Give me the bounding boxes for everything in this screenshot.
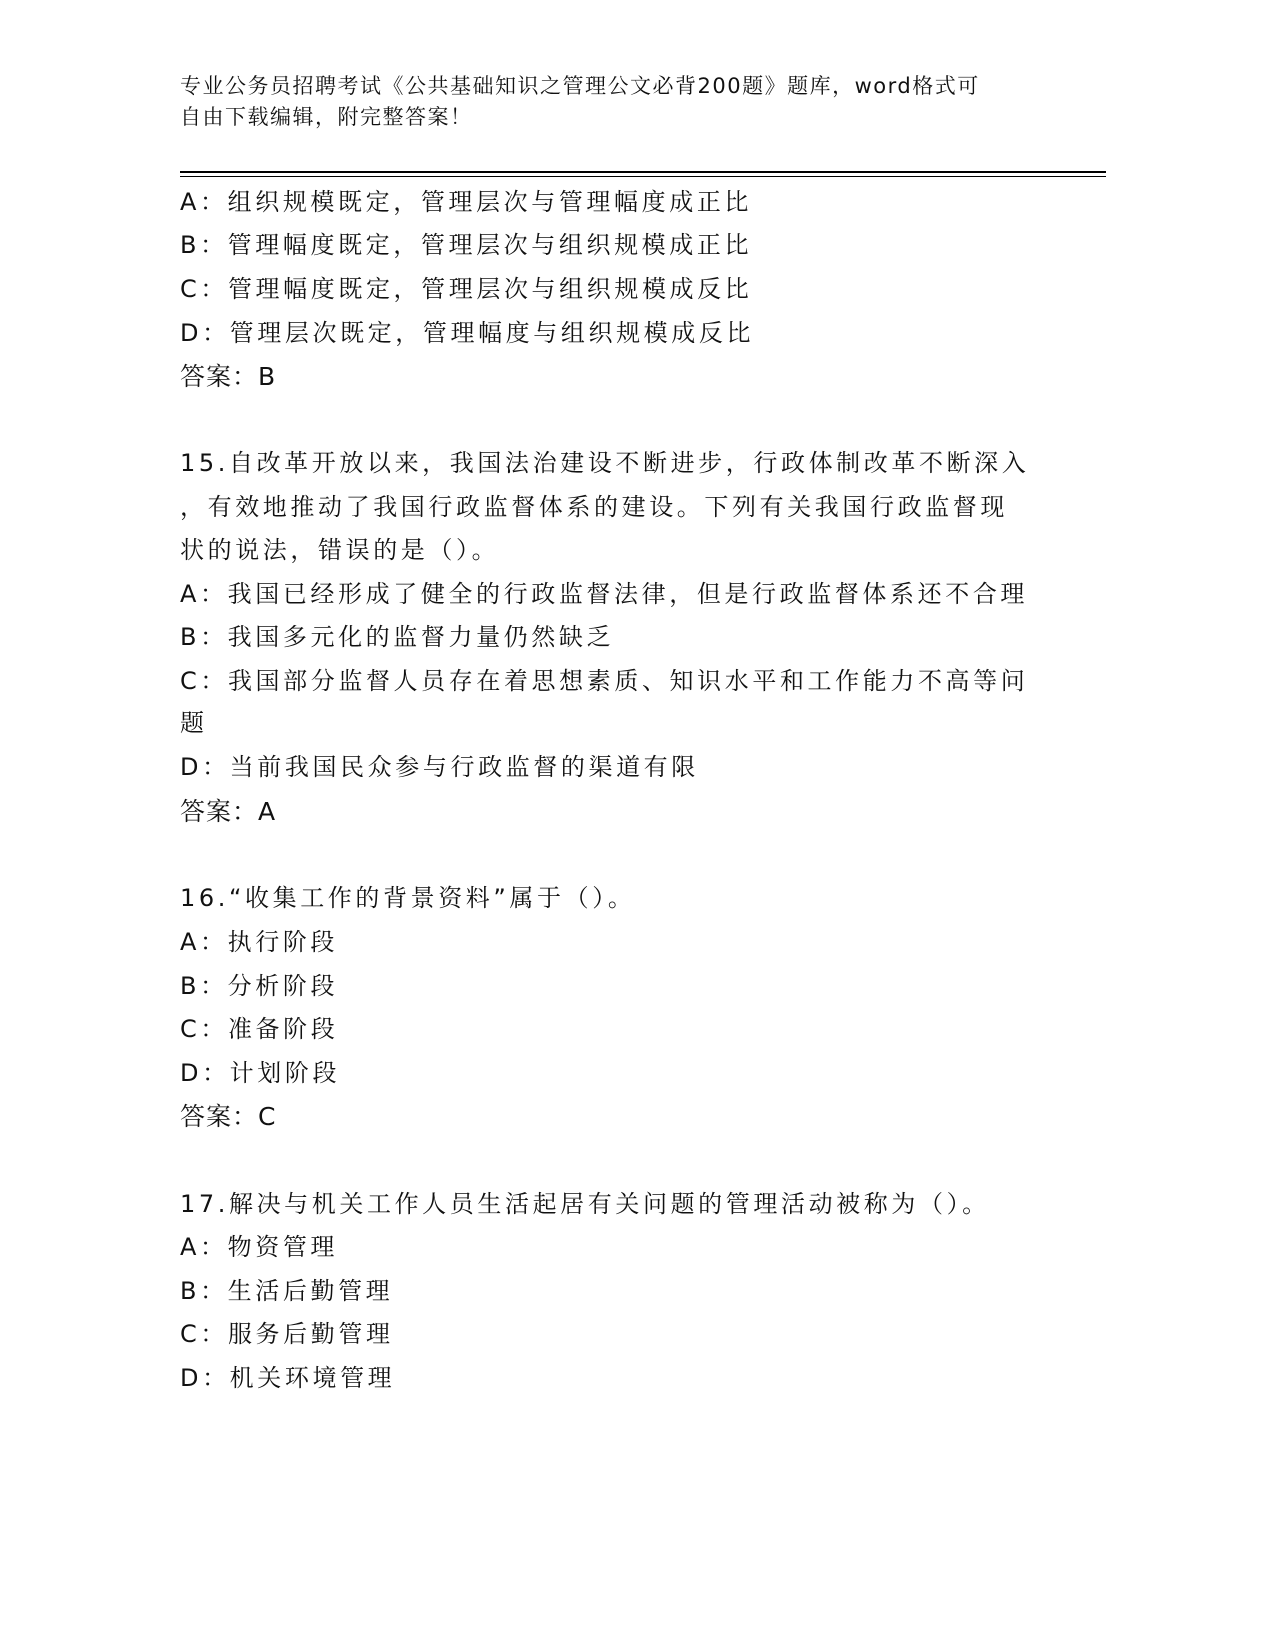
q17-option-d: D：机关环境管理 xyxy=(180,1364,396,1392)
q16-option-a: A：执行阶段 xyxy=(180,928,339,956)
q17-option-b: B：生活后勤管理 xyxy=(180,1277,394,1305)
q16-option-b: B：分析阶段 xyxy=(180,972,339,1000)
q15-stem-line-1: 15.自改革开放以来，我国法治建设不断进步，行政体制改革不断深入 xyxy=(180,449,1030,477)
q16-answer: 答案：C xyxy=(180,1102,277,1131)
q15-option-a: A：我国已经形成了健全的行政监督法律，但是行政监督体系还不合理 xyxy=(180,580,1029,608)
q16-stem: 16.“收集工作的背景资料”属于（）。 xyxy=(180,884,636,912)
q15-answer: 答案：A xyxy=(180,797,277,826)
q15-stem-line-3: 状的说法，错误的是（）。 xyxy=(180,536,500,564)
header-divider-thick xyxy=(180,171,1106,173)
q16-option-d: D：计划阶段 xyxy=(180,1059,341,1087)
q17-option-c: C：服务后勤管理 xyxy=(180,1320,394,1348)
q15-option-c: C：我国部分监督人员存在着思想素质、知识水平和工作能力不高等问 xyxy=(180,667,1029,695)
q15-option-b: B：我国多元化的监督力量仍然缺乏 xyxy=(180,623,615,651)
document-title-line-2: 自由下载编辑，附完整答案！ xyxy=(180,105,473,129)
q15-option-c-cont: 题 xyxy=(180,709,208,737)
q14-option-d: D：管理层次既定，管理幅度与组织规模成反比 xyxy=(180,319,755,347)
q14-option-a: A：组织规模既定，管理层次与管理幅度成正比 xyxy=(180,188,753,216)
q16-option-c: C：准备阶段 xyxy=(180,1015,339,1043)
q17-option-a: A：物资管理 xyxy=(180,1233,339,1261)
header-divider-thin xyxy=(180,176,1106,177)
q15-stem-line-2: ，有效地推动了我国行政监督体系的建设。下列有关我国行政监督现 xyxy=(180,493,1008,521)
q15-option-d: D：当前我国民众参与行政监督的渠道有限 xyxy=(180,753,699,781)
q14-answer: 答案：B xyxy=(180,362,277,391)
document-title-line-1: 专业公务员招聘考试《公共基础知识之管理公文必背200题》题库，word格式可 xyxy=(180,74,980,98)
q17-stem: 17.解决与机关工作人员生活起居有关问题的管理活动被称为（）。 xyxy=(180,1190,990,1218)
q14-option-c: C：管理幅度既定，管理层次与组织规模成反比 xyxy=(180,275,753,303)
q14-option-b: B：管理幅度既定，管理层次与组织规模成正比 xyxy=(180,231,753,259)
